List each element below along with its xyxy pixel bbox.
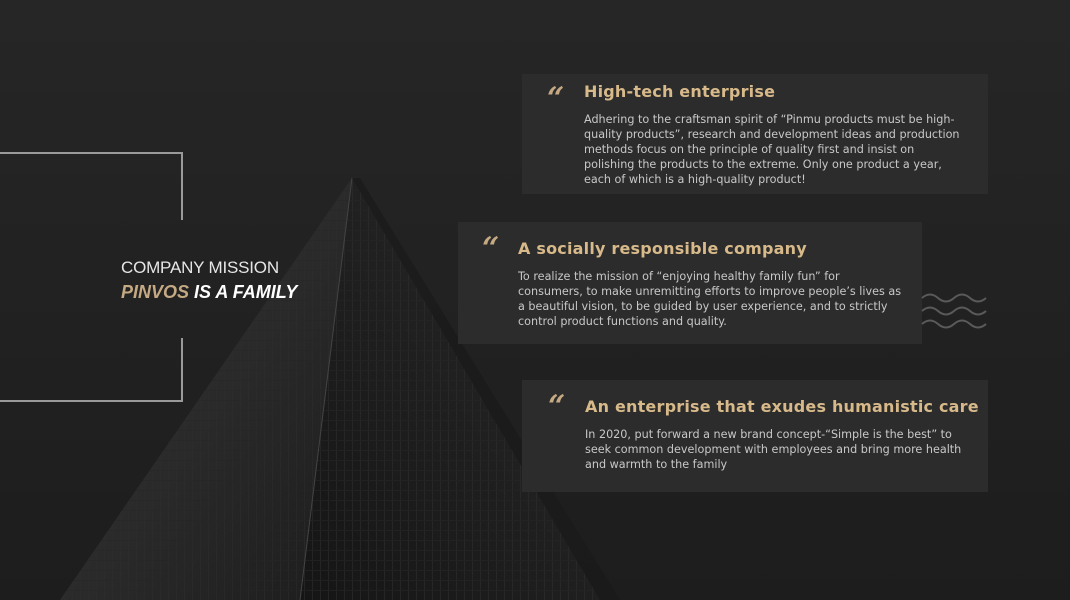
frame-top-bracket	[0, 152, 183, 220]
card-title: High-tech enterprise	[584, 82, 776, 101]
mission-label: COMPANY MISSION	[121, 258, 279, 277]
card-body: In 2020, put forward a new brand concept-“Simple is the best” to seek common development with employees and bring more health and warmth to the family	[585, 428, 962, 471]
card-humanistic-care	[522, 380, 988, 492]
card-title: An enterprise that exudes humanistic care	[585, 397, 979, 416]
mission-slogan	[121, 281, 297, 303]
card-high-tech	[522, 74, 988, 194]
slogan-rest: IS A FAMILY	[189, 282, 298, 302]
quote-icon: “	[547, 81, 565, 116]
card-body: Adhering to the craftsman spirit of “Pinmu products must be high-quality products”, research and development ideas and production methods focus on the principle of quality first and insist on polishing the products to the extreme. Only one product a year, each of which is a high-quality product!	[584, 113, 960, 186]
company-mission-block	[121, 258, 297, 303]
card-social-responsibility	[458, 222, 922, 344]
quote-icon: “	[548, 389, 566, 424]
card-body: To realize the mission of “enjoying healthy family fun” for consumers, to make unremitting efforts to improve people’s lives as a beautiful vision, to be guided by user experience, and to strictly control product functions and quality.	[518, 270, 902, 328]
quote-icon: “	[482, 231, 500, 266]
card-title: A socially responsible company	[518, 239, 807, 258]
frame-bottom-bracket	[0, 338, 183, 402]
slogan-brand: PINVOS	[121, 282, 190, 302]
wave-lines-icon	[920, 290, 988, 332]
